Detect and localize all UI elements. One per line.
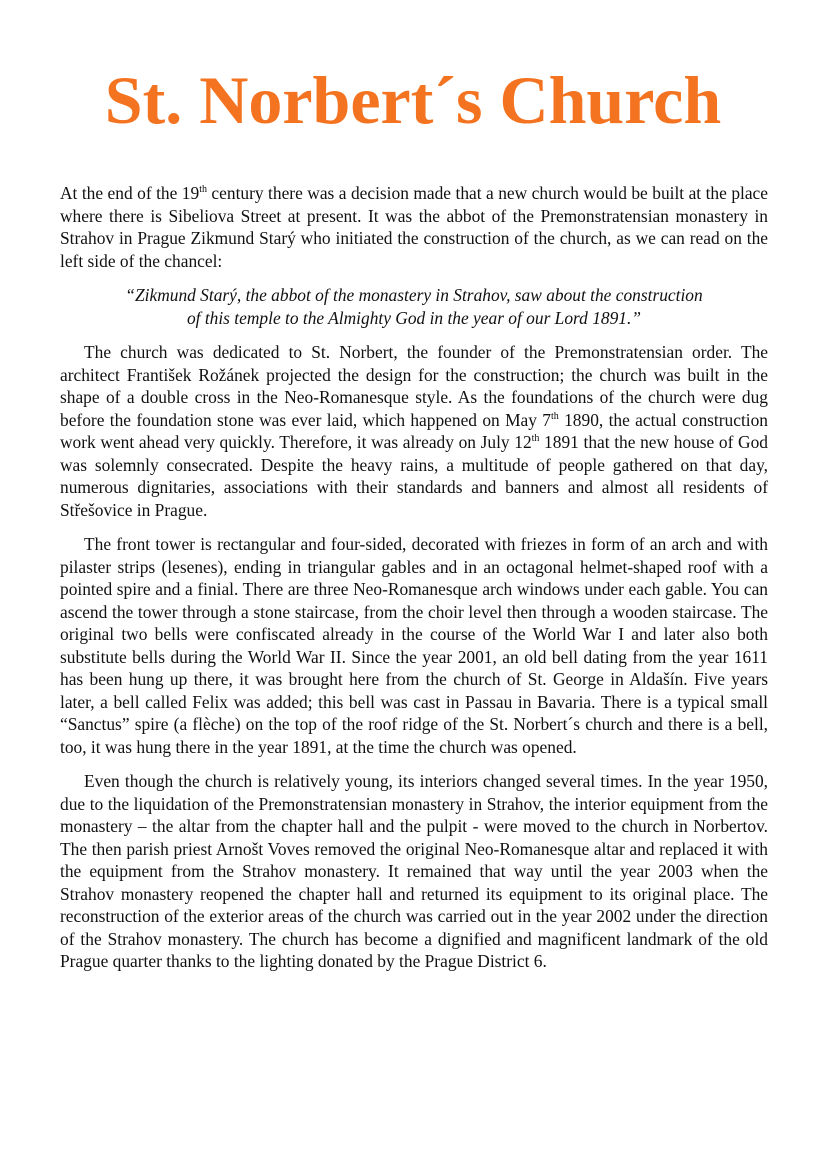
quote-line-1: “Zikmund Starý, the abbot of the monastery in Strahov, saw about the construction — [125, 285, 703, 305]
dedication-paragraph — [60, 341, 768, 521]
inscription-quote — [60, 284, 768, 329]
quote-line-2: of this temple to the Almighty God in the year of our Lord 1891.” — [186, 307, 642, 328]
dedication-superscript-1: th — [550, 410, 559, 422]
interiors-paragraph: Even though the church is relatively young, its interiors changed several times. In the year 1950, due to the liquidation of the Premonstratensian monastery in Strahov, the interior equipment from the monastery – the altar from the chapter hall and the pulpit - were moved to the church in Norbertov. The then parish priest Arnošt Voves removed the original Neo-Romanesque altar and replaced it with the equipment from the Strahov monastery. It remained that way until the year 2003 when the Strahov monastery reopened the chapter hall and returned its equipment to its original place. The reconstruction of the exterior areas of the church was carried out in the year 2002 under the direction of the Strahov monastery. The church has become a dignified and magnificent landmark of the old Prague quarter thanks to the lighting donated by the Prague District 6. — [60, 771, 768, 971]
page-title: St. Norbert´s Church — [104, 62, 722, 138]
intro-superscript: th — [199, 184, 207, 195]
dedication-text-1: The church was dedicated to St. Norbert, the founder of the Premonstratensian order. The architect František Rožánek projected the design for the construction; the church was built in the shape of a double cross in the Neo-Romanesque style. As the foundations of the church were dug before the foundation stone was ever laid, which happened on May 7 — [60, 342, 768, 430]
intro-text-1: At the end of the 19 — [60, 183, 200, 203]
dedication-superscript-2: th — [531, 433, 540, 444]
dedication-text-3: 1891 that the new house of God was solemnly consecrated. Despite the heavy rains, a multitude of people gathered on that day, numerous dignitaries, associations with their standards and banners and almost all residents of Střešovice in Prague. — [60, 432, 768, 520]
dedication-text-2: 1890, the actual construction work went ahead very quickly. Therefore, it was already on July 12 — [60, 409, 768, 452]
article-body — [60, 182, 768, 985]
intro-text-2: century there was a decision made that a new church would be built at the place where there is Sibeliova Street at present. It was the abbot of the Premonstratensian monastery in Strahov in Prague Zikmund Starý who initiated the construction of the church, as we can read on the left side of the chancel: — [60, 183, 768, 271]
tower-paragraph: The front tower is rectangular and four-sided, decorated with friezes in form of an arch and with pilaster strips (lesenes), ending in triangular gables and in an octagonal helmet-shaped roof with a pointed spire and a finial. There are three Neo-Romanesque arch windows under each gable. You can ascend the tower through a stone staircase, from the choir level then through a wooden staircase. The original two bells were confiscated already in the course of the World War I and later also both substitute bells during the World War II. Since the year 2001, an old bell dating from the year 1611 has been hung up there, it was brought here from the church of St. George in Aldašín. Five years later, a bell called Felix was added; this bell was cast in Passau in Bavaria. There is a typical small “Sanctus” spire (a flèche) on the top of the roof ridge of the St. Norbert´s church and there is a bell, too, it was hung there in the year 1891, at the time the church was opened. — [60, 534, 768, 757]
intro-paragraph — [60, 182, 768, 272]
